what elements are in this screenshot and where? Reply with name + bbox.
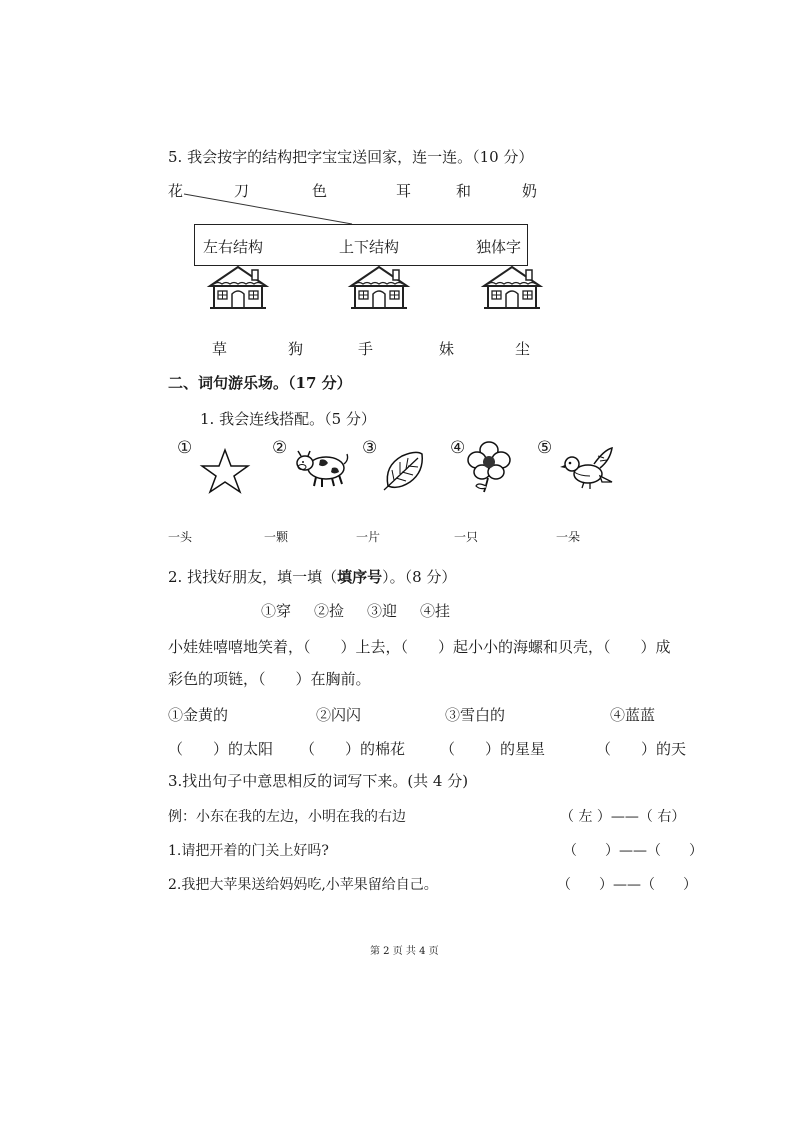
q3-item-sentence: 1.请把开着的门关上好吗? bbox=[168, 843, 329, 859]
q3-item-answer: （ ）——（ ） bbox=[563, 843, 703, 859]
picture-number: ② bbox=[272, 438, 288, 458]
leaf-icon bbox=[380, 448, 426, 492]
category-single: 独体字 bbox=[476, 238, 522, 256]
fill-blank: （ ）的棉花 bbox=[300, 740, 406, 758]
top-char: 耳 bbox=[396, 182, 412, 200]
q1-title: 1. 我会连线搭配。（5 分） bbox=[200, 410, 376, 428]
top-char: 刀 bbox=[234, 182, 250, 200]
q2-title-bold: 填序号 bbox=[337, 568, 383, 586]
cow-icon bbox=[292, 446, 352, 490]
bird-icon bbox=[560, 446, 614, 492]
measure-word: 一颗 bbox=[264, 530, 289, 544]
picture-number: ③ bbox=[362, 438, 378, 458]
q2-option: ③迎 bbox=[367, 602, 398, 620]
q2-sentence-line1: 小娃娃嘻嘻地笑着，（ ）上去，（ ）起小小的海螺和贝壳，（ ）成 bbox=[168, 638, 671, 656]
measure-word: 一头 bbox=[168, 530, 193, 544]
bottom-char: 手 bbox=[358, 340, 374, 358]
adjective-option: ①金黄的 bbox=[168, 706, 229, 724]
q2-title bbox=[168, 566, 456, 587]
q2-title-suffix: ）。（8 分） bbox=[382, 568, 457, 586]
picture-number: ④ bbox=[450, 438, 466, 458]
q2-title-prefix: 2. 找找好朋友，填一填（ bbox=[168, 568, 338, 586]
q3-item-sentence: 2.我把大苹果送给妈妈吃,小苹果留给自己。 bbox=[168, 877, 438, 893]
measure-word: 一朵 bbox=[556, 530, 581, 544]
category-top-bottom: 上下结构 bbox=[339, 238, 400, 256]
q3-title: 3.找出句子中意思相反的词写下来。(共 4 分) bbox=[168, 772, 469, 790]
measure-word: 一片 bbox=[356, 530, 381, 544]
q2-option: ④挂 bbox=[420, 602, 451, 620]
bottom-char: 尘 bbox=[515, 340, 531, 358]
picture-number: ⑤ bbox=[537, 438, 553, 458]
adjective-option: ②闪闪 bbox=[316, 706, 362, 724]
q5-title: 5. 我会按字的结构把字宝宝送回家，连一连。（10 分） bbox=[168, 148, 534, 166]
q2-sentence-line2: 彩色的项链，（ ）在胸前。 bbox=[168, 670, 371, 688]
top-char: 奶 bbox=[522, 182, 538, 200]
category-left-right: 左右结构 bbox=[203, 238, 264, 256]
bottom-char: 妹 bbox=[439, 340, 455, 358]
measure-word: 一只 bbox=[454, 530, 479, 544]
q2-option: ②捡 bbox=[314, 602, 345, 620]
fill-blank: （ ）的太阳 bbox=[168, 740, 274, 758]
q3-example-answer: （ 左 ）——（ 右） bbox=[560, 809, 686, 825]
q2-option: ①穿 bbox=[261, 602, 292, 620]
bottom-char: 草 bbox=[212, 340, 228, 358]
top-char: 和 bbox=[456, 182, 472, 200]
adjective-option: ④蓝蓝 bbox=[610, 706, 656, 724]
adjective-option: ③雪白的 bbox=[445, 706, 506, 724]
house-icon bbox=[347, 264, 411, 310]
page-number: 第 2 页 共 4 页 bbox=[370, 946, 439, 957]
picture-number: ① bbox=[177, 438, 193, 458]
fill-blank: （ ）的星星 bbox=[440, 740, 546, 758]
q3-item-answer: （ ）——（ ） bbox=[557, 877, 697, 893]
star-icon bbox=[200, 448, 250, 494]
fill-blank: （ ）的天 bbox=[596, 740, 687, 758]
top-char: 花 bbox=[168, 182, 184, 200]
q3-example-sentence: 例：小东在我的左边，小明在我的右边 bbox=[168, 809, 406, 825]
top-char: 色 bbox=[312, 182, 328, 200]
house-icon bbox=[206, 264, 270, 310]
bottom-char: 狗 bbox=[288, 340, 304, 358]
house-icon bbox=[480, 264, 544, 310]
flower-icon bbox=[466, 440, 512, 494]
section2-title: 二、词句游乐场。（17 分） bbox=[168, 374, 352, 392]
